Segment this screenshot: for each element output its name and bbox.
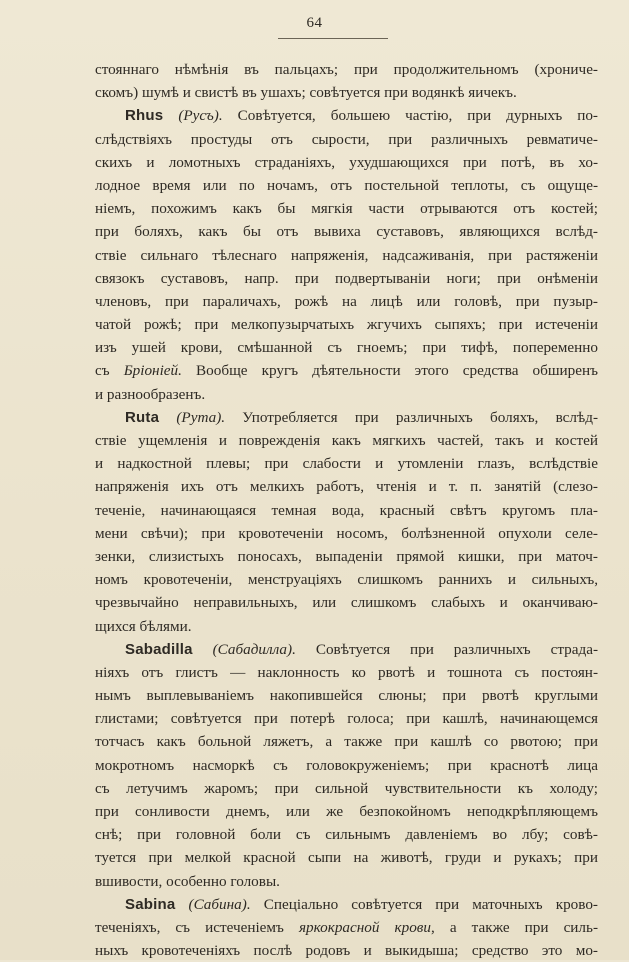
remedy-name: Sabadilla <box>125 640 193 658</box>
text-line <box>95 754 598 777</box>
text-line <box>95 197 598 220</box>
line-text: связокъ суставовъ, напр. при подвертываніи ноги; при онѣменіи <box>95 269 598 287</box>
remedy-name: Sabina <box>125 895 176 913</box>
text-line <box>95 475 598 498</box>
entry-first-line <box>95 104 598 127</box>
text-line <box>95 452 598 475</box>
line-text: , а также при силь- <box>431 918 598 936</box>
line-text: тотчасъ какъ больной ляжетъ, а также при кашлѣ со рвотою; при <box>95 733 598 751</box>
line-text: Совѣтуется, большею частію, при дурныхъ по- <box>222 107 598 125</box>
line-text: вшивости, особенно головы. <box>95 872 280 890</box>
text-line <box>95 383 598 406</box>
remedy-name: Rhus <box>125 107 164 125</box>
text-line <box>95 823 598 846</box>
remedy-russian-name: (Сабина). <box>188 895 251 913</box>
remedy-russian-name: (Русъ). <box>178 107 223 125</box>
line-text: мокротномъ насморкѣ съ головокруженіемъ; при краснотѣ лица <box>95 756 598 774</box>
line-text: зенки, слизистыхъ поносахъ, выпаденіи прямой кишки, при маточ- <box>95 547 598 565</box>
line-text: при боляхъ, какъ бы отъ вывиха суставовъ, являющихся вслѣд- <box>95 223 598 241</box>
text-line <box>95 151 598 174</box>
line-text: ныхъ кровотеченіяхъ послѣ родовъ и выкидыша; средство это мо- <box>95 942 598 960</box>
line-text: номъ кровотеченіи, менструаціяхъ слишкомъ раннихъ и сильныхъ, <box>95 571 598 589</box>
text-line <box>95 499 598 522</box>
line-text: при сонливости днемъ, или же безпокойномъ неподкрѣпляющемъ <box>95 803 598 820</box>
text-line <box>95 220 598 243</box>
text-line <box>95 777 598 800</box>
text-line <box>95 336 598 359</box>
text-line <box>95 730 598 753</box>
text-line <box>95 313 598 336</box>
entry-first-line <box>95 893 598 916</box>
text-line <box>95 244 598 267</box>
line-text: и надкостной плевы; при слабости и утомленіи глазъ, вслѣдствіе <box>95 455 598 473</box>
line-text: нымъ выплевываніемъ накопившейся слюны; при рвотѣ круглыми <box>95 687 598 705</box>
text-line <box>95 916 598 939</box>
text-line <box>95 568 598 591</box>
line-text: ніемъ, похожимъ какъ бы мягкія части отрываются отъ костей; <box>95 200 598 218</box>
italic-emphasis: яркокрасной крови <box>298 918 431 936</box>
line-text: чрезвычайно неправильныхъ, или слишкомъ слабыхъ и оканчиваю- <box>95 594 598 612</box>
line-text: стояннаго нѣмѣнія въ пальцахъ; при продолжительномъ (хрониче- <box>95 61 598 78</box>
text-line <box>95 58 598 81</box>
line-text: скомъ) шумѣ и свистѣ въ ушахъ; совѣтуется при водянкѣ яичекъ. <box>95 84 517 102</box>
line-text: щихся бѣлями. <box>95 617 192 635</box>
line-text: напряженія ихъ отъ мелкихъ работъ, чтенія и т. п. занятій (слезо- <box>95 478 598 496</box>
text-line <box>95 707 598 730</box>
line-text: лодное время или по ночамъ, отъ постельной теплоты, съ ощуще- <box>95 176 598 194</box>
line-text: скихъ и ломотныхъ страданіяхъ, ухудшающихся при потѣ, въ хо- <box>95 153 598 171</box>
line-text: слѣдствіяхъ простуды отъ сырости, при различныхъ ревматиче- <box>95 130 598 148</box>
line-text: ніяхъ отъ глистъ — наклонность ко рвотѣ и тошнота съ постоян- <box>95 663 598 681</box>
page-number: 64 <box>306 15 323 31</box>
text-line <box>95 939 598 962</box>
text-line <box>95 359 598 382</box>
text-line <box>95 81 598 104</box>
line-prefix: теченіяхъ, съ истеченіемъ <box>95 918 299 936</box>
entry-first-line <box>95 406 598 429</box>
line-text: членовъ, при параличахъ, рожѣ на лицѣ или головѣ, при пузыр- <box>95 292 598 310</box>
line-text: Вообще кругъ дѣятельности этого средства обширенъ <box>181 362 598 380</box>
text-line <box>95 591 598 614</box>
text-line <box>95 615 598 638</box>
italic-emphasis: Бріоніей. <box>123 362 182 380</box>
text-line <box>95 870 598 893</box>
text-line <box>95 800 598 823</box>
line-text: съ летучимъ жаромъ; при сильной чувствительности къ холоду; <box>95 779 598 797</box>
remedy-russian-name: (Рута). <box>176 408 226 426</box>
text-line <box>95 128 598 151</box>
header-rule <box>278 38 388 39</box>
line-text: ствіе сильнаго тѣлеснаго напряженія, надсаживанія, при растяженіи <box>95 246 598 264</box>
text-line <box>95 522 598 545</box>
entry-first-line <box>95 638 598 661</box>
text-line <box>95 267 598 290</box>
page-text <box>95 58 598 962</box>
text-line <box>95 290 598 313</box>
text-line <box>95 545 598 568</box>
text-line <box>95 174 598 197</box>
line-text: мени свѣчи); при кровотеченіи носомъ, болѣзненной опухоли селе- <box>95 524 598 542</box>
line-text: Спеціально совѣтуется при маточныхъ крово- <box>250 895 598 913</box>
line-text: Употребляется при различныхъ боляхъ, вслѣд- <box>225 408 598 426</box>
line-text: снѣ; при головной боли съ сильнымъ давленіемъ во лбу; совѣ- <box>95 826 598 844</box>
line-text: Совѣтуется при различныхъ страда- <box>295 640 598 658</box>
line-text: ствіе ущемленія и поврежденія какъ мягкихъ частей, такъ и костей <box>95 432 598 449</box>
line-text: изъ ушей крови, смѣшанной съ гноемъ; при тифѣ, попеременно <box>95 339 598 357</box>
line-text: теченіе, начинающаяся темная вода, красный свѣтъ кругомъ пла- <box>95 501 598 519</box>
line-text: туется при мелкой красной сыпи на животѣ, груди и рукахъ; при <box>95 849 598 867</box>
line-text: чатой рожѣ; при мелкопузырчатыхъ жгучихъ сыпяхъ; при истеченіи <box>95 316 598 334</box>
text-line <box>95 661 598 684</box>
line-text: и разнообразенъ. <box>95 385 206 403</box>
text-line <box>95 846 598 869</box>
text-line <box>95 429 598 452</box>
remedy-name: Ruta <box>125 408 160 426</box>
remedy-russian-name: (Сабадилла). <box>212 640 296 658</box>
line-prefix: съ <box>95 362 124 380</box>
text-line <box>95 684 598 707</box>
line-text: глистами; совѣтуется при потерѣ голоса; при кашлѣ, начинающемся <box>95 710 598 728</box>
